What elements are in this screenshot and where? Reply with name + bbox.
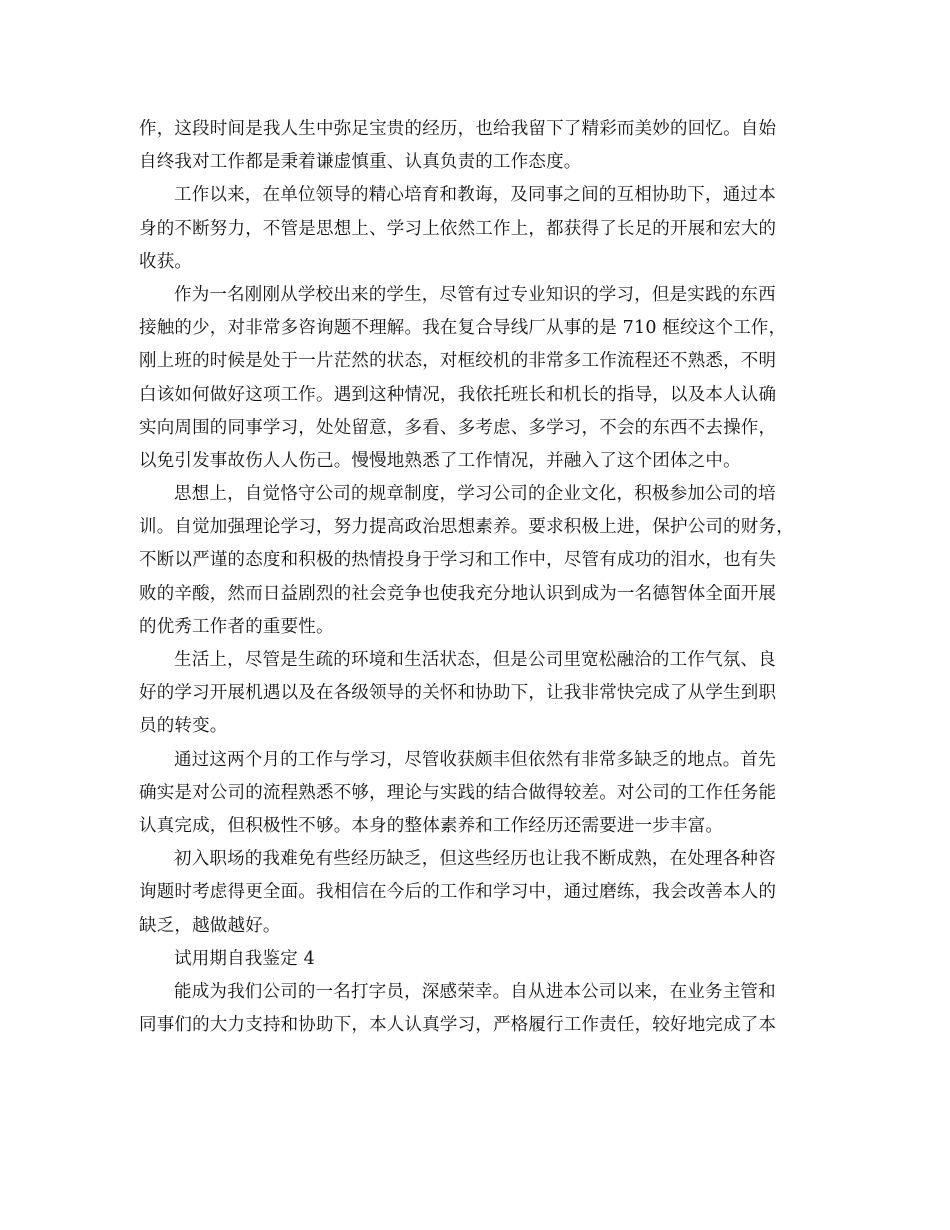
- text-line: 好的学习开展机遇以及在各级领导的关怀和协助下，让我非常快完成了从学生到职: [139, 683, 777, 704]
- document-body: [139, 113, 811, 1042]
- text-line: 刚上班的时候是处于一片茫然的状态，对框绞机的非常多工作流程还不熟悉，不明: [139, 351, 777, 372]
- text-line: 缺乏，越做越好。: [139, 915, 281, 936]
- text-line: 认真完成，但积极性不够。本身的整体素养和工作经历还需要进一步丰富。: [139, 815, 724, 836]
- text-line: 收获。: [139, 251, 193, 272]
- text-line: 通过这两个月的工作与学习，尽管收获颇丰但依然有非常多缺乏的地点。首先: [174, 749, 776, 770]
- text-line: 白该如何做好这项工作。遇到这种情况，我依托班长和机长的指导，以及本人认确: [139, 384, 777, 405]
- text-line: 工作以来，在单位领导的精心培育和教诲，及同事之间的互相协助下，通过本: [174, 185, 776, 206]
- text-line: 员的转变。: [139, 716, 228, 737]
- text-line: 确实是对公司的流程熟悉不够，理论与实践的结合做得较差。对公司的工作任务能: [139, 782, 777, 803]
- text-line: 同事们的大力支持和协助下，本人认真学习，严格履行工作责任，较好地完成了本: [139, 1015, 777, 1036]
- text-line: 以免引发事故伤人人伤己。慢慢地熟悉了工作情况，并融入了这个团体之中。: [139, 450, 741, 471]
- text-line: 思想上，自觉恪守公司的规章制度，学习公司的企业文化，积极参加公司的培: [174, 484, 776, 505]
- text-line: 生活上，尽管是生疏的环境和生活状态，但是公司里宽松融洽的工作气氛、良: [174, 650, 776, 670]
- text-line: 实向周围的同事学习，处处留意，多看、多考虑、多学习，不会的东西不去操作，: [139, 417, 777, 438]
- text-line: 败的辛酸，然而日益剧烈的社会竞争也使我充分地认识到成为一名德智体全面开展: [139, 583, 777, 604]
- text-line: 的优秀工作者的重要性。: [139, 616, 334, 637]
- text-line: 训。自觉加强理论学习，努力提高政治思想素养。要求积极上进，保护公司的财务，: [139, 517, 794, 538]
- text-line: 询题时考虑得更全面。我相信在今后的工作和学习中，通过磨练，我会改善本人的: [139, 882, 777, 903]
- text-line: 自终我对工作都是秉着谦虚慎重、认真负责的工作态度。: [139, 152, 582, 173]
- text-line: 作，这段时间是我人生中弥足宝贵的经历，也给我留下了精彩而美妙的回忆。自始: [139, 119, 777, 139]
- text-line: 试用期自我鉴定 4: [174, 948, 315, 969]
- text-line: 作为一名刚刚从学校出来的学生，尽管有过专业知识的学习，但是实践的东西: [174, 284, 776, 305]
- text-line: 初入职场的我难免有些经历缺乏，但这些经历也让我不断成熟，在处理各种咨: [174, 849, 776, 870]
- text-line: 能成为我们公司的一名打字员，深感荣幸。自从进本公司以来，在业务主管和: [174, 981, 776, 1002]
- text-line: 不断以严谨的态度和积极的热情投身于学习和工作中，尽管有成功的泪水，也有失: [139, 550, 777, 571]
- text-line: 身的不断努力，不管是思想上、学习上依然工作上，都获得了长足的开展和宏大的: [139, 218, 777, 239]
- text-line: 接触的少，对非常多咨询题不理解。我在复合导线厂从事的是 710 框绞这个工作，: [139, 318, 787, 339]
